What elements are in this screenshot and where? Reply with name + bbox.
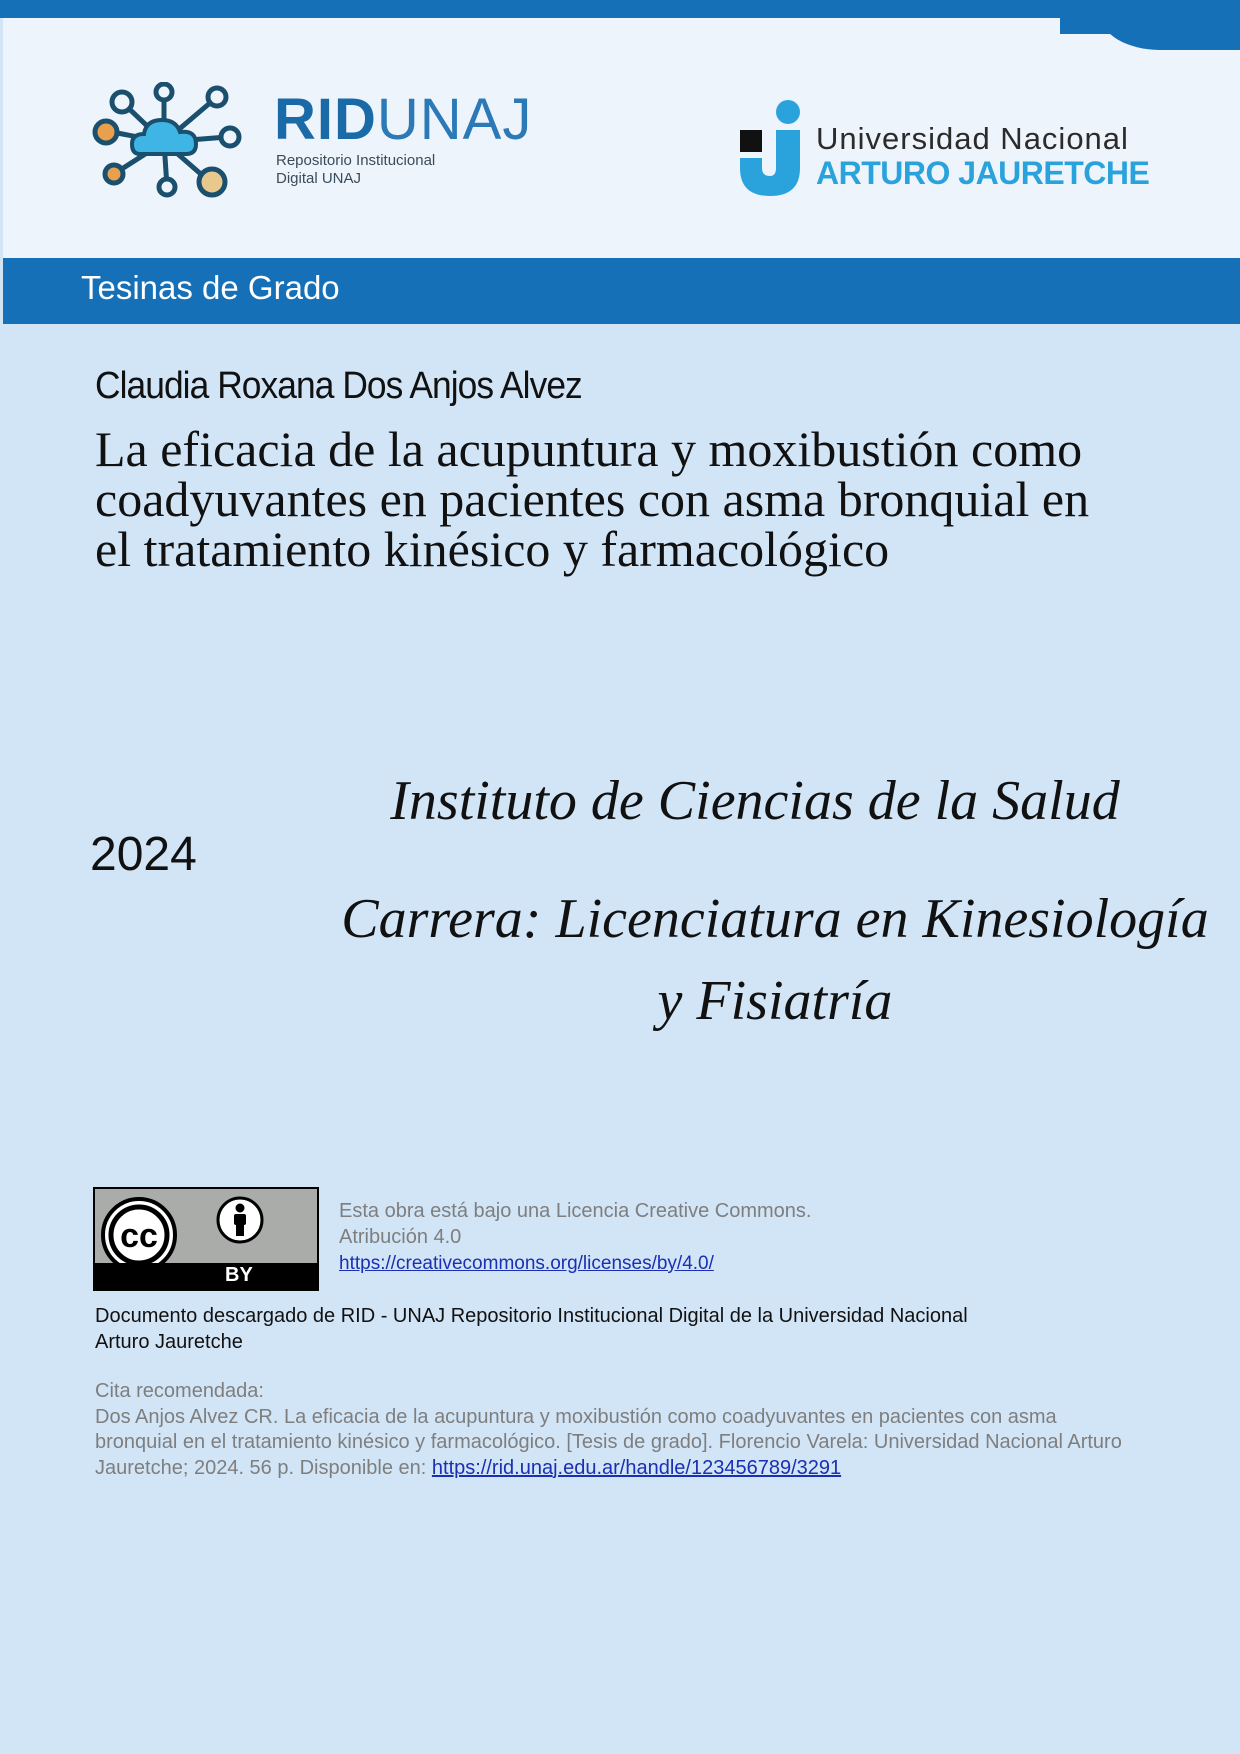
cc-glyph: cc [120, 1217, 158, 1255]
network-cloud-icon [92, 82, 252, 202]
citation-text: Dos Anjos Alvez CR. La eficacia de la acupuntura y moxibustión como coadyuvantes en pacientes con asma bronquial en el tratamiento kinésico y farmacológico. [Tesis de grado]. Florencio Varela: Universidad Nacional Arturo Jauretche; 2024. 56 p. Disponible en: [95, 1405, 1122, 1479]
rid-unaj-logo [92, 82, 533, 212]
rid-wordmark: RIDUNAJ [274, 87, 533, 152]
unaj-name-line2: ARTURO JAURETCHE [816, 155, 1150, 191]
institute-name: Instituto de Ciencias de la Salud [390, 770, 1120, 832]
unaj-name-line1: Universidad Nacional [816, 121, 1129, 156]
rid-subtitle: Repositorio Institucional Digital UNAJ [276, 152, 436, 187]
download-note: Documento descargado de RID - UNAJ Repositorio Institucional Digital de la Universidad Nacional Arturo Jauretche [95, 1305, 968, 1353]
license-line2: Atribución 4.0 [339, 1226, 462, 1248]
license-line1: Esta obra está bajo una Licencia Creative Commons. [339, 1200, 812, 1222]
citation-label: Cita recomendada: [95, 1380, 264, 1402]
thesis-title: La eficacia de la acupuntura y moxibustión como coadyuvantes en pacientes con asma bronquial en el tratamiento kinésico y farmacológico [95, 421, 1090, 577]
top-accent-strip [0, 0, 1240, 18]
career-name: Carrera: Licenciatura en Kinesiología y Fisiatría [341, 888, 1209, 1032]
cc-by-label: BY [225, 1264, 253, 1286]
attribution-person-icon [215, 1195, 265, 1245]
unaj-logo [738, 96, 1148, 206]
cc-by-badge [93, 1187, 319, 1291]
author-name: Claudia Roxana Dos Anjos Alvez [95, 365, 582, 407]
cc-by-bar [95, 1263, 317, 1289]
license-link[interactable]: https://creativecommons.org/licenses/by/4.0/ [339, 1253, 714, 1274]
publication-year: 2024 [90, 828, 197, 881]
citation-link[interactable]: https://rid.unaj.edu.ar/handle/123456789/3291 [431, 1456, 842, 1479]
unaj-j-icon [738, 96, 808, 206]
citation [95, 1379, 1135, 1481]
license-text [339, 1198, 811, 1277]
category-label: Tesinas de Grado [81, 269, 340, 306]
